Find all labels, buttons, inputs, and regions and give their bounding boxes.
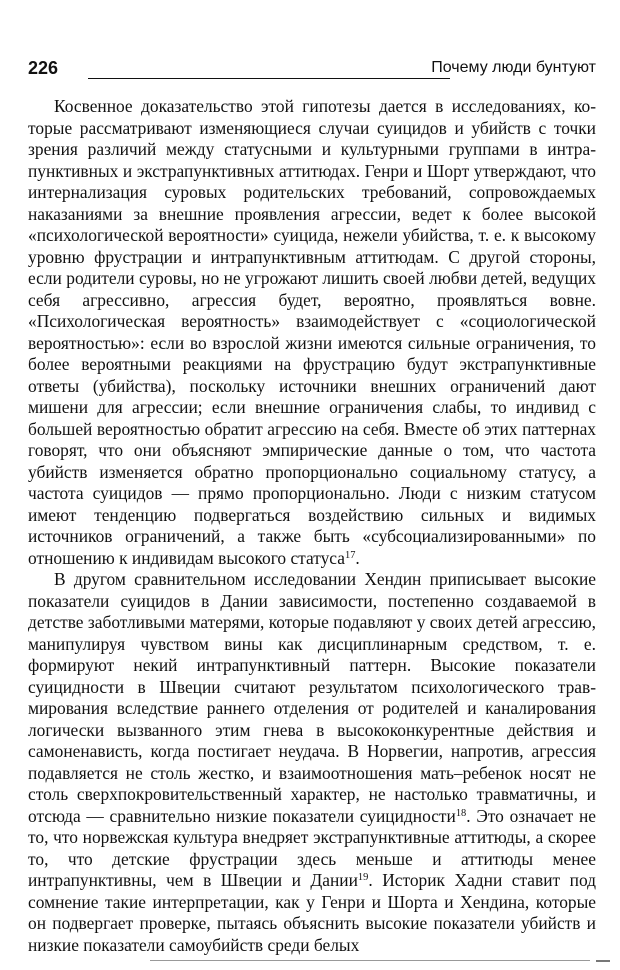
text-run: . Это означает не то, что норвежская культура внедряет экстрапунктивные аттитюды, а скорее то, что детские фрустрации здесь меньше и аттитюды менее интрапунктивны, чем в Швеции и Дании	[28, 805, 596, 890]
body-text	[28, 96, 596, 956]
paragraph	[28, 569, 596, 956]
footnote-ref: 18	[455, 807, 467, 819]
page-number: 226	[28, 58, 59, 78]
text-run: .	[355, 547, 360, 568]
running-title: Почему люди бунтуют	[431, 59, 596, 76]
footer-rule	[150, 960, 590, 961]
paragraph	[28, 96, 596, 569]
header-rule	[88, 78, 450, 79]
footnote-ref: 17	[344, 549, 356, 561]
text-run: Косвенное доказательство этой гипотезы дается в исследованиях, которые рассматривают изменяющиеся случаи суицидов и убийств с точки зрения различий между статусными и культурными группами в интрапунктивных и экстрапунктивных аттитюдах. Генри и Шорт утверждают, что интернализация суровых родительских требований, сопровождаемых наказаниями за внешние проявления агрессии, ведет к более высокой «психологической вероятности» суицида, нежели убийства, т. е. к высокому уровню фрустрации и интрапунктивным аттитюдам. С другой стороны, если родители суровы, но не угрожают лишить своей любви детей, ведущих себя агрессивно, агрессия будет, вероятно, проявляться вовне. «Психологическая вероятность» взаимодействует с «социологической вероятностью»: если во взрослой жизни имеются сильные ограничения, то более вероятными реакциями на фрустрацию будут экстрапунктивные ответы (убийства), поскольку источники внешних ограничений дают мишени для агрессии; если внешние ограничения слабы, то индивид с большей вероятностью обратит агрессию на себя. Вместе об этих паттернах говорят, что они объясняют эмпирические данные о том, что частота убийств изменяется обратно пропорционально социальному статусу, а частота суицидов — прямо пропорционально. Люди с низким статусом имеют тенденцию подвергаться воздействию сильных и видимых источников ограничений, а также быть «субсоциализированными» по отношению к индивидам высокого статуса	[28, 96, 596, 568]
scan-mark	[596, 955, 610, 962]
text-run: В другом сравнительном исследовании Хендин приписывает высокие показатели суицидов в Дании зависимости, постепенно создаваемой в детстве заботливыми матерями, которые подавляют у своих детей агрессию, манипулируя чувством вины как дисциплинарным средством, т. е. формируют некий интрапунктивный паттерн. Высокие показатели суицидности в Швеции считают результатом психологического травмирования вследствие раннего отделения от родителей и каналирования логически вызванного этим гнева в высококонкурентные действия и самоненависть, когда постигает неудача. В Норвегии, напротив, агрессия подавляется не столь жестко, и взаимоотношения мать–ребенок носят не столь сверхпокровительственный характер, не настолько травматичны, и отсюда — сравнительно низкие показатели суицидности	[28, 569, 596, 826]
footnote-ref: 19	[357, 871, 369, 883]
running-header	[28, 58, 596, 84]
text-run: . Историк Хадни ставит под сомнение такие интерпретации, как у Генри и Шорта и Хендина, которые он подвергает проверке, пытаясь объяснить высокие показатели убийств и низкие показатели самоубийств среди белых	[28, 870, 596, 955]
